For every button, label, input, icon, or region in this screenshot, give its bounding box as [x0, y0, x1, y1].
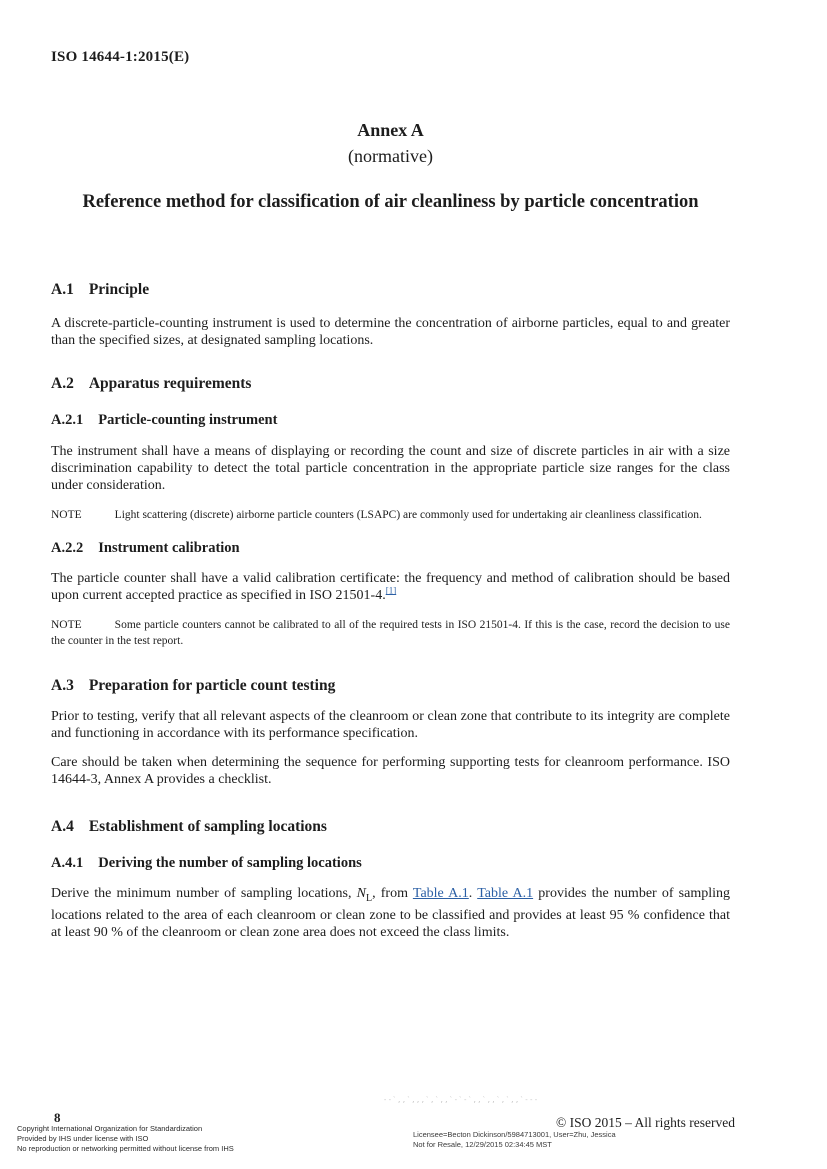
paragraph-text: , from: [372, 886, 413, 901]
section-title: Deriving the number of sampling locations: [98, 855, 362, 871]
section-number: A.3: [51, 677, 74, 694]
section-title: Apparatus requirements: [88, 375, 252, 392]
section-heading-a22: [51, 539, 730, 558]
note-label: NOTE: [51, 619, 82, 631]
paragraph-a3-2: Care should be taken when determining the sequence for performing supporting tests for cleanroom performance. ISO 14644-3, Annex A provides a checklist.: [51, 755, 730, 787]
paragraph-a1: A discrete-particle-counting instrument is used to determine the concentration of airborne particles, equal to and greater than the specified sizes, at designated sampling locations.: [51, 316, 730, 348]
section-heading-a21: [51, 411, 730, 430]
annex-title: Annex A: [357, 120, 424, 140]
paragraph-a22: [51, 570, 730, 604]
section-title: Particle-counting instrument: [98, 412, 278, 428]
section-number: A.2.1: [51, 412, 84, 428]
iso-copyright-notice: © ISO 2015 – All rights reserved: [556, 1115, 735, 1130]
section-heading-a41: [51, 854, 730, 873]
table-a1-link-2[interactable]: Table A.1: [477, 886, 534, 901]
section-title: Establishment of sampling locations: [88, 818, 327, 835]
page-content: [51, 48, 730, 941]
note-a21: [51, 507, 730, 523]
section-heading-a2: [51, 374, 730, 394]
section-number: A.4: [51, 818, 74, 835]
section-number: A.1: [51, 281, 74, 298]
ihs-copyright-block: [17, 1124, 234, 1154]
annex-heading-block: [51, 117, 730, 169]
copyright-line-3: No reproduction or networking permitted without license from IHS: [17, 1144, 234, 1153]
note-text: Some particle counters cannot be calibrated to all of the required tests in ISO 21501-4. If this is the case, record the decision to use the counter in the test report.: [51, 619, 730, 647]
note-label: NOTE: [51, 509, 82, 521]
annex-main-title: Reference method for classification of air cleanliness by particle concentration: [82, 192, 699, 212]
section-title: Instrument calibration: [98, 540, 240, 556]
section-heading-a1: [51, 280, 730, 300]
paragraph-text: The particle counter shall have a valid calibration certificate: the frequency and method of calibration should be based upon current accepted practice as specified in ISO 21501-4.: [51, 571, 730, 603]
section-number: A.4.1: [51, 855, 84, 871]
ihs-watermark-pattern: --`,,`,,,`,`,,`-`-`,,`,,`,`,,`---: [383, 1096, 539, 1104]
copyright-line-1: Copyright International Organization for Standardization: [17, 1124, 203, 1133]
paragraph-a41: [51, 885, 730, 941]
note-text: Light scattering (discrete) airborne particle counters (LSAPC) are commonly used for undertaking air cleanliness classification.: [114, 509, 702, 521]
section-number: A.2.2: [51, 540, 84, 556]
section-heading-a4: [51, 817, 730, 837]
variable-NL: $N_L$: [356, 886, 373, 904]
section-title: Principle: [88, 281, 150, 298]
annex-subtitle: (normative): [348, 146, 433, 166]
section-number: A.2: [51, 375, 74, 392]
paragraph-a3-1: Prior to testing, verify that all relevant aspects of the cleanroom or clean zone that contribute to its integrity are complete and functioning in accordance with its performance specification.: [51, 709, 730, 741]
paragraph-a21: The instrument shall have a means of displaying or recording the count and size of discrete particles in air with a size discrimination capability to detect the total particle concentration in the appropriate particle size ranges for the class under consideration.: [51, 444, 730, 493]
paragraph-text: provides the number of sampling locations related to the area of each cleanroom or clean zone to be classified and provides at least 95 % confidence that at least 90 % of the cleanroom or clean zone area does not exceed the class limits.: [51, 886, 731, 940]
copyright-line-2: Provided by IHS under license with ISO: [17, 1134, 149, 1143]
footnote-ref-1-link[interactable]: [1]: [385, 585, 397, 596]
note-a22: [51, 617, 730, 649]
document-number-header: ISO 14644-1:2015(E): [51, 49, 190, 65]
section-title: Preparation for particle count testing: [88, 677, 336, 694]
paragraph-text: .: [468, 886, 478, 901]
page-number: 8: [54, 1110, 61, 1125]
license-info-block: [413, 1130, 616, 1149]
table-a1-link-1[interactable]: Table A.1: [412, 886, 469, 901]
license-line-1: Licensee=Becton Dickinson/5984713001, User=Zhu, Jessica: [413, 1130, 616, 1139]
paragraph-text: Derive the minimum number of sampling locations,: [51, 886, 357, 901]
license-line-2: Not for Resale, 12/29/2015 02:34:45 MST: [413, 1139, 552, 1149]
section-heading-a3: [51, 676, 730, 696]
